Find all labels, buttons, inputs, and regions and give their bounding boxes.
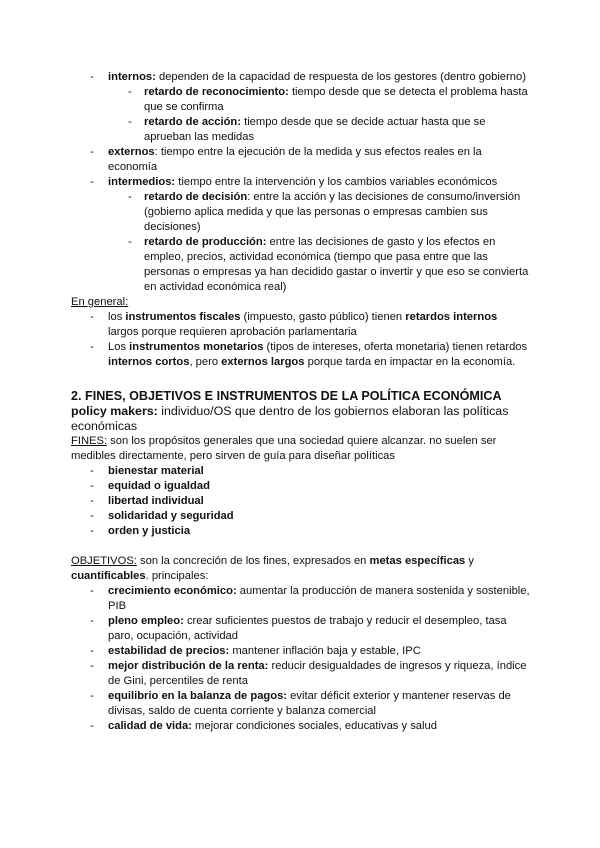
- bullet-dash: -: [90, 585, 94, 597]
- definition: son los propósitos generales que una sociedad quiere alcanzar. no suelen ser medibles directamente, pero sirven de guía para diseñar políticas: [71, 435, 497, 462]
- definition: entre las decisiones de gasto y los efectos en empleo, precios, actividad económica (tiempo que pasa entre que las personas o empresas ya han decidido gastar o invertir y que eso se convierta en actividad económica real): [144, 236, 529, 293]
- objetivos-paragraph: [0, 554, 600, 584]
- list-item: [0, 509, 600, 524]
- bullet-dash: -: [128, 191, 132, 203]
- section-heading: 2. FINES, OBJETIVOS E INSTRUMENTOS DE LA POLÍTICA ECONÓMICA: [71, 389, 502, 403]
- definition: dependen de la capacidad de respuesta de los gestores (dentro gobierno): [155, 71, 526, 83]
- text-run: los: [108, 311, 126, 323]
- list-item-externos: [0, 145, 600, 175]
- fin-label: libertad individual: [108, 495, 204, 507]
- bullet-dash: -: [90, 465, 94, 477]
- definition: : tiempo entre la ejecución de la medida y sus efectos reales en la economía: [108, 146, 482, 173]
- bullet-dash: -: [90, 525, 94, 537]
- list-item: [0, 479, 600, 494]
- list-item-monetarios: [0, 340, 600, 370]
- bullet-dash: -: [128, 236, 132, 248]
- list-item: [0, 644, 600, 659]
- text-run: , pero: [189, 356, 222, 368]
- list-item: [0, 494, 600, 509]
- bold-run: internos cortos: [108, 356, 190, 368]
- objetivos-label: OBJETIVOS:: [71, 555, 137, 567]
- definition: tiempo desde que se decide actuar hasta que se aprueban las medidas: [144, 116, 486, 143]
- term: pleno empleo:: [108, 615, 184, 627]
- list-item-decision: [0, 190, 600, 235]
- bullet-dash: -: [90, 480, 94, 492]
- term: retardo de reconocimiento:: [144, 86, 289, 98]
- policy-makers-paragraph: [0, 404, 600, 434]
- fines-label: FINES:: [71, 435, 108, 447]
- list-item: [0, 659, 600, 689]
- bullet-dash: -: [90, 341, 94, 353]
- definition: individuo/OS que dentro de los gobiernos elaboran las políticas económicas: [71, 404, 509, 433]
- bold-run: externos largos: [221, 356, 305, 368]
- bold-run: cuantificables: [71, 570, 146, 582]
- term: internos:: [108, 71, 156, 83]
- definition: mejorar condiciones sociales, educativas y salud: [191, 720, 437, 732]
- bold-run: instrumentos fiscales: [125, 311, 241, 323]
- bold-run: retardos internos: [405, 311, 498, 323]
- bullet-dash: -: [128, 86, 132, 98]
- bullet-dash: -: [90, 510, 94, 522]
- general-label: En general:: [71, 296, 129, 308]
- term: intermedios:: [108, 176, 176, 188]
- text-run: Los: [108, 341, 130, 353]
- list-item: [0, 614, 600, 644]
- bullet-dash: -: [90, 176, 94, 188]
- term: retardo de producción:: [144, 236, 267, 248]
- definition: evitar déficit exterior y mantener reservas de divisas, saldo de cuenta corriente y balanza comercial: [108, 690, 511, 717]
- bullet-dash: -: [90, 615, 94, 627]
- list-item-reconocimiento: [0, 85, 600, 115]
- term: externos: [108, 146, 155, 158]
- list-item: [0, 524, 600, 539]
- bullet-dash: -: [90, 495, 94, 507]
- bold-run: instrumentos monetarios: [129, 341, 264, 353]
- bullet-dash: -: [90, 311, 94, 323]
- list-item-internos: [0, 70, 600, 85]
- text-run: . principales:: [145, 570, 209, 582]
- fin-label: equidad o igualdad: [108, 480, 210, 492]
- term: mejor distribución de la renta:: [108, 660, 269, 672]
- fin-label: solidaridad y seguridad: [108, 510, 234, 522]
- definition: : entre la acción y las decisiones de consumo/inversión (gobierno aplica medida y que las personas o empresas cambien sus decisiones): [144, 191, 521, 233]
- term: crecimiento económico:: [108, 585, 237, 597]
- bullet-dash: -: [90, 660, 94, 672]
- bullet-dash: -: [90, 720, 94, 732]
- term: policy makers:: [71, 404, 158, 418]
- list-item: [0, 719, 600, 734]
- term: retardo de decisión: [144, 191, 248, 203]
- bullet-dash: -: [90, 71, 94, 83]
- list-item-intermedios: [0, 175, 600, 190]
- list-item: [0, 464, 600, 479]
- list-item-produccion: [0, 235, 600, 295]
- text-run: largos porque requieren aprobación parlamentaria: [108, 326, 357, 338]
- general-label-line: [0, 295, 600, 310]
- definition: mantener inflación baja y estable, IPC: [229, 645, 421, 657]
- definition: tiempo desde que se detecta el problema hasta que se confirma: [144, 86, 528, 113]
- list-item: [0, 689, 600, 719]
- list-item-accion: [0, 115, 600, 145]
- definition: reducir desigualdades de ingresos y riqueza, índice de Gini, percentiles de renta: [108, 660, 527, 687]
- term: equilibrio en la balanza de pagos:: [108, 690, 288, 702]
- bullet-dash: -: [90, 146, 94, 158]
- fin-label: orden y justicia: [108, 525, 191, 537]
- bullet-dash: -: [90, 690, 94, 702]
- text-run: y: [465, 555, 474, 567]
- term: calidad de vida:: [108, 720, 192, 732]
- fin-label: bienestar material: [108, 465, 204, 477]
- text-run: (tipos de intereses, oferta monetaria) tienen retardos: [263, 341, 528, 353]
- text-run: son la concreción de los fines, expresados en: [136, 555, 370, 567]
- definition: aumentar la producción de manera sostenida y sostenible, PIB: [108, 585, 530, 612]
- list-item: [0, 584, 600, 614]
- bullet-dash: -: [128, 116, 132, 128]
- definition: tiempo entre la intervención y los cambios variables económicos: [175, 176, 498, 188]
- definition: crear suficientes puestos de trabajo y reducir el desempleo, tasa paro, ocupación, actividad: [108, 615, 507, 642]
- list-item-fiscales: [0, 310, 600, 340]
- fines-paragraph: [0, 434, 600, 464]
- text-run: (impuesto, gasto público) tienen: [240, 311, 406, 323]
- term: estabilidad de precios:: [108, 645, 230, 657]
- bullet-dash: -: [90, 645, 94, 657]
- text-run: porque tarda en impactar en la economía.: [304, 356, 516, 368]
- bold-run: metas específicas: [369, 555, 466, 567]
- term: retardo de acción:: [144, 116, 241, 128]
